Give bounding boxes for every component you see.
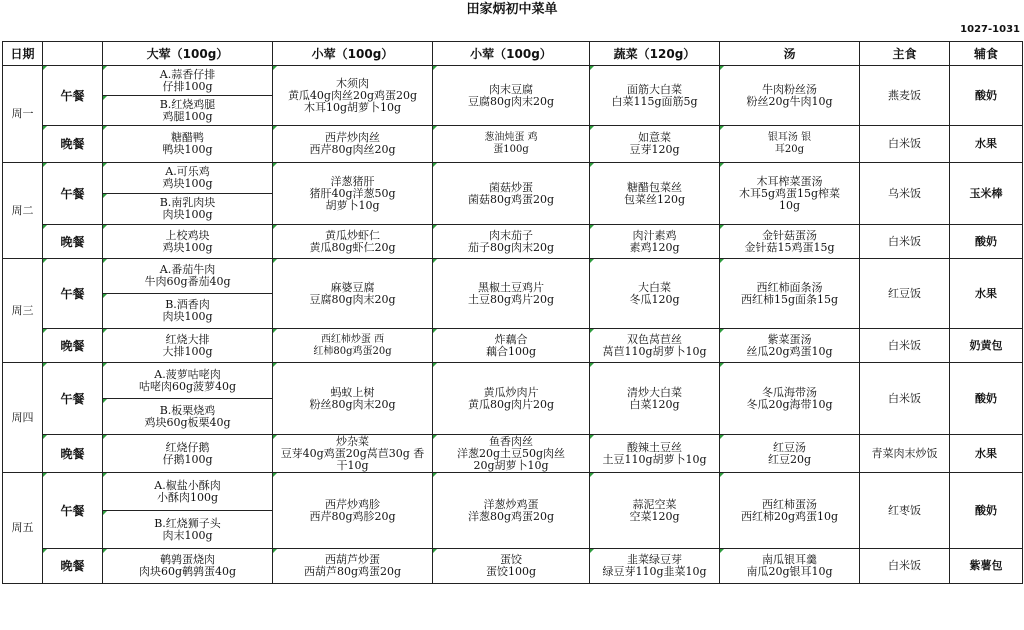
header-main-meat: 大荤（100g） — [103, 42, 273, 66]
main-meat — [103, 549, 273, 584]
vegetable-line: 韭菜绿豆芽 — [627, 553, 682, 566]
main-option-a-line: 鸡块100g — [162, 177, 213, 190]
soup — [720, 259, 860, 329]
vegetable-line: 如意菜 — [638, 131, 671, 144]
meal-label-lunch: 午餐 — [43, 163, 103, 225]
small-meat-1-line: 西红柿炒蛋 西 — [320, 333, 385, 345]
soup-line: 粉丝20g牛肉10g — [746, 94, 833, 108]
vegetable-line: 空菜120g — [629, 509, 680, 523]
soup-line: 金针菇蛋汤 — [762, 228, 817, 242]
small-meat-2 — [433, 66, 590, 126]
vegetable — [590, 363, 720, 435]
small-meat-1 — [273, 163, 433, 225]
lunch-row — [3, 473, 1023, 511]
meal-label-lunch: 午餐 — [43, 473, 103, 549]
day-label: 周二 — [3, 163, 43, 259]
dinner-row — [3, 126, 1023, 163]
small-meat-2-line: 黄瓜炒肉片 — [483, 385, 539, 399]
main-option-a-line: A.椒盐小酥肉 — [154, 478, 221, 492]
main-option-b-line: 肉末100g — [162, 528, 213, 542]
small-meat-2-line: 黄瓜80g肉片20g — [467, 397, 555, 411]
main-meat-line: 鸡块100g — [162, 240, 213, 254]
small-meat-2-line: 茄子80g肉末20g — [467, 240, 555, 254]
main-option-b-line: B.红烧鸡腿 — [159, 97, 216, 111]
main-option-a — [103, 163, 273, 194]
main-option-b-line: B.酒香肉 — [165, 298, 210, 311]
main-option-b — [103, 96, 273, 126]
meal-label-lunch: 午餐 — [43, 66, 103, 126]
vegetable-line: 双色莴苣丝 — [627, 332, 682, 346]
side-dish: 紫薯包 — [950, 549, 1023, 584]
main-option-b-line: 肉块100g — [162, 208, 213, 221]
staple: 白米饭 — [860, 363, 950, 435]
main-option-a — [103, 473, 273, 511]
vegetable-line: 土豆110g胡萝卜10g — [602, 452, 707, 466]
vegetable-line: 豆芽120g — [629, 143, 680, 156]
small-meat-1 — [273, 126, 433, 163]
main-option-b — [103, 511, 273, 549]
vegetable-line: 白菜115g面筋5g — [611, 94, 698, 108]
vegetable — [590, 126, 720, 163]
small-meat-2-line: 20g胡萝卜10g — [473, 458, 549, 472]
soup — [720, 435, 860, 473]
main-meat-line: 仔鹅100g — [162, 452, 213, 466]
small-meat-1-line: 豆腐80g肉末20g — [309, 292, 396, 306]
main-option-a — [103, 66, 273, 96]
header-soup: 汤 — [720, 42, 860, 66]
day-label: 周五 — [3, 473, 43, 584]
day-label: 周三 — [3, 259, 43, 363]
main-option-b-line: 肉块100g — [162, 310, 213, 323]
small-meat-1-line: 蚂蚁上树 — [330, 385, 375, 399]
main-option-a-line: 咕咾肉60g菠萝40g — [138, 379, 237, 393]
vegetable — [590, 473, 720, 549]
main-meat-line: 鸭块100g — [162, 143, 213, 156]
vegetable — [590, 329, 720, 363]
small-meat-1-line: 西芹80g肉丝20g — [309, 143, 396, 156]
main-option-b-line: 鸡块60g板栗40g — [144, 415, 231, 429]
small-meat-2-line: 豆腐80g肉末20g — [467, 94, 555, 108]
main-option-b-line: B.红烧狮子头 — [154, 516, 221, 530]
staple: 白米饭 — [860, 549, 950, 584]
staple: 乌米饭 — [860, 163, 950, 225]
main-option-b-line: B.板栗烧鸡 — [159, 403, 216, 417]
soup-line: 南瓜20g银耳10g — [746, 565, 833, 578]
soup — [720, 163, 860, 225]
soup-line: 木耳5g鸡蛋15g榨菜 — [738, 186, 841, 200]
menu-table — [2, 41, 1023, 584]
small-meat-2-line: 炸藕合 — [494, 332, 528, 346]
side-dish: 酸奶 — [950, 363, 1023, 435]
main-meat-line: 鹌鹑蛋烧肉 — [160, 553, 215, 566]
vegetable-line: 冬瓜120g — [629, 292, 680, 306]
small-meat-2-line: 洋葱炒鸡蛋 — [483, 497, 539, 511]
soup — [720, 329, 860, 363]
small-meat-2-line: 洋葱20g土豆50g肉丝 — [456, 446, 566, 460]
lunch-row — [3, 163, 1023, 194]
staple: 白米饭 — [860, 126, 950, 163]
vegetable-line: 面筋大白菜 — [627, 82, 682, 96]
small-meat-2-line: 蛋饺100g — [485, 565, 537, 578]
meal-label-dinner: 晚餐 — [43, 329, 103, 363]
soup — [720, 66, 860, 126]
small-meat-2-line: 土豆80g鸡片20g — [467, 292, 555, 306]
header-vegetable: 蔬菜（120g） — [590, 42, 720, 66]
main-meat-line: 红烧仔鹅 — [165, 440, 210, 454]
main-meat-line: 红烧大排 — [165, 332, 210, 346]
main-option-a-line: A.可乐鸡 — [165, 165, 210, 178]
soup-line: 牛肉粉丝汤 — [762, 82, 817, 96]
vegetable-line: 莴苣110g胡萝卜10g — [602, 344, 707, 358]
main-option-b-line: 鸡腿100g — [162, 109, 213, 123]
soup-line: 西红柿20g鸡蛋10g — [740, 509, 839, 523]
dinner-row — [3, 329, 1023, 363]
header-side: 辅食 — [950, 42, 1023, 66]
side-dish: 水果 — [950, 259, 1023, 329]
meal-label-dinner: 晚餐 — [43, 549, 103, 584]
day-label: 周四 — [3, 363, 43, 473]
vegetable — [590, 435, 720, 473]
small-meat-1-line: 黄瓜80g虾仁20g — [309, 240, 396, 254]
small-meat-2 — [433, 329, 590, 363]
soup-line: 西红柿15g面条15g — [740, 292, 839, 306]
small-meat-1 — [273, 363, 433, 435]
small-meat-1 — [273, 549, 433, 584]
small-meat-2 — [433, 163, 590, 225]
small-meat-1-line: 炒杂菜 — [336, 434, 369, 448]
small-meat-1-line: 粉丝80g肉末20g — [309, 397, 396, 411]
main-meat — [103, 225, 273, 259]
small-meat-1-line: 西葫芦80g鸡蛋20g — [303, 565, 402, 578]
small-meat-2-line: 菌菇80g鸡蛋20g — [467, 192, 555, 206]
small-meat-2-line: 蛋饺 — [500, 553, 522, 566]
vegetable — [590, 66, 720, 126]
soup-line: 红豆20g — [767, 452, 812, 466]
main-option-b — [103, 294, 273, 329]
small-meat-1-line: 胡萝卜10g — [325, 198, 380, 212]
lunch-row — [3, 363, 1023, 399]
lunch-row — [3, 259, 1023, 294]
small-meat-1 — [273, 473, 433, 549]
main-option-a-line: 仔排100g — [162, 79, 213, 93]
vegetable-line: 酸辣土豆丝 — [627, 440, 682, 454]
staple: 白米饭 — [860, 225, 950, 259]
vegetable-line: 白菜120g — [629, 397, 680, 411]
soup — [720, 225, 860, 259]
small-meat-2-line: 菌菇炒蛋 — [489, 180, 533, 194]
header-small-meat-2: 小荤（100g） — [433, 42, 590, 66]
small-meat-1-line: 木耳10g胡萝卜10g — [303, 100, 402, 114]
small-meat-2 — [433, 435, 590, 473]
small-meat-2 — [433, 363, 590, 435]
soup-line: 冬瓜海带汤 — [762, 385, 817, 399]
main-option-a-line: A.番茄牛肉 — [159, 263, 216, 276]
header-date: 日期 — [3, 42, 43, 66]
date-range: 1027-1031 — [960, 24, 1020, 35]
soup-line: 10g — [778, 198, 801, 212]
soup — [720, 363, 860, 435]
main-option-a-line: A.蒜香仔排 — [159, 67, 216, 81]
soup-line: 耳20g — [774, 144, 805, 155]
meal-label-dinner: 晚餐 — [43, 435, 103, 473]
small-meat-1-line: 洋葱猪肝 — [330, 174, 375, 188]
main-option-a — [103, 363, 273, 399]
small-meat-2-line: 鱼香肉丝 — [489, 434, 533, 448]
vegetable-line: 大白菜 — [638, 280, 671, 294]
meal-label-dinner: 晚餐 — [43, 126, 103, 163]
small-meat-1-line: 红柿80g鸡蛋20g — [313, 345, 392, 357]
dinner-row — [3, 225, 1023, 259]
header-meal — [43, 42, 103, 66]
lunch-row — [3, 66, 1023, 96]
main-option-a-line: A.菠萝咕咾肉 — [154, 367, 221, 381]
soup-line: 紫菜蛋汤 — [767, 332, 812, 346]
side-dish: 玉米棒 — [950, 163, 1023, 225]
vegetable-line: 绿豆芽110g韭菜10g — [602, 565, 707, 578]
vegetable — [590, 163, 720, 225]
vegetable — [590, 259, 720, 329]
dinner-row — [3, 549, 1023, 584]
small-meat-1 — [273, 66, 433, 126]
meal-label-lunch: 午餐 — [43, 259, 103, 329]
small-meat-1 — [273, 435, 433, 473]
soup — [720, 549, 860, 584]
soup-line: 南瓜银耳羹 — [762, 553, 817, 566]
side-dish: 奶黄包 — [950, 329, 1023, 363]
vegetable-line: 蒜泥空菜 — [632, 497, 677, 511]
main-meat-line: 糖醋鸭 — [171, 131, 204, 144]
main-option-a-line: 牛肉60g番茄40g — [144, 275, 231, 288]
soup-line: 西红柿面条汤 — [756, 280, 823, 294]
staple: 燕麦饭 — [860, 66, 950, 126]
small-meat-1-line: 西葫芦炒蛋 — [325, 553, 380, 566]
vegetable-line: 素鸡120g — [629, 240, 680, 254]
small-meat-1-line: 西芹80g鸡胗20g — [309, 509, 396, 523]
header-small-meat-1: 小荤（100g） — [273, 42, 433, 66]
side-dish: 水果 — [950, 126, 1023, 163]
small-meat-1-line: 豆芽40g鸡蛋20g莴苣30g 香 — [280, 446, 425, 460]
small-meat-1-line: 干10g — [336, 458, 369, 472]
meal-label-dinner: 晚餐 — [43, 225, 103, 259]
side-dish: 酸奶 — [950, 225, 1023, 259]
small-meat-1-line: 黄瓜炒虾仁 — [325, 228, 380, 242]
small-meat-2 — [433, 259, 590, 329]
small-meat-2-line: 肉末茄子 — [489, 228, 533, 242]
day-label: 周一 — [3, 66, 43, 163]
side-dish: 水果 — [950, 435, 1023, 473]
vegetable-line: 包菜丝120g — [623, 192, 686, 206]
soup-line: 木耳榨菜蛋汤 — [756, 174, 823, 188]
small-meat-1 — [273, 225, 433, 259]
small-meat-2 — [433, 225, 590, 259]
staple: 红枣饭 — [860, 473, 950, 549]
small-meat-2 — [433, 473, 590, 549]
vegetable — [590, 549, 720, 584]
main-meat-line: 大排100g — [162, 344, 213, 358]
main-option-a-line: 小酥肉100g — [156, 490, 219, 504]
main-option-b — [103, 194, 273, 225]
soup-line: 金针菇15鸡蛋15g — [744, 240, 835, 254]
header-staple: 主食 — [860, 42, 950, 66]
soup — [720, 126, 860, 163]
meal-label-lunch: 午餐 — [43, 363, 103, 435]
vegetable-line: 肉汁素鸡 — [632, 228, 677, 242]
dinner-row — [3, 435, 1023, 473]
main-option-b-line: B.南乳肉块 — [159, 196, 216, 209]
small-meat-2-line: 蛋100g — [493, 144, 529, 155]
staple: 青菜肉末炒饭 — [860, 435, 950, 473]
main-meat-line: 上校鸡块 — [165, 228, 210, 242]
small-meat-2-line: 肉末豆腐 — [489, 82, 533, 96]
soup-line: 丝瓜20g鸡蛋10g — [746, 344, 833, 358]
soup — [720, 473, 860, 549]
main-meat — [103, 329, 273, 363]
small-meat-1-line: 木须肉 — [336, 76, 369, 90]
small-meat-1 — [273, 329, 433, 363]
side-dish: 酸奶 — [950, 473, 1023, 549]
staple: 红豆饭 — [860, 259, 950, 329]
vegetable — [590, 225, 720, 259]
small-meat-1-line: 猪肝40g洋葱50g — [309, 186, 396, 200]
small-meat-2-line: 葱油炖蛋 鸡 — [484, 132, 538, 143]
main-option-a — [103, 259, 273, 294]
main-meat — [103, 435, 273, 473]
soup-line: 银耳汤 银 — [767, 132, 812, 143]
small-meat-2 — [433, 549, 590, 584]
small-meat-2-line: 黑椒土豆鸡片 — [478, 280, 544, 294]
small-meat-1-line: 西芹炒肉丝 — [325, 131, 380, 144]
small-meat-2-line: 藕合100g — [485, 344, 537, 358]
small-meat-1 — [273, 259, 433, 329]
small-meat-1-line: 麻婆豆腐 — [330, 280, 375, 294]
staple: 白米饭 — [860, 329, 950, 363]
main-meat-line: 肉块60g鹌鹑蛋40g — [138, 565, 237, 578]
small-meat-2-line: 洋葱80g鸡蛋20g — [467, 509, 555, 523]
menu-title: 田家炳初中菜单 — [466, 2, 558, 17]
small-meat-1-line: 西芹炒鸡胗 — [325, 497, 380, 511]
soup-line: 红豆汤 — [773, 440, 806, 454]
soup-line: 冬瓜20g海带10g — [746, 397, 833, 411]
main-meat — [103, 126, 273, 163]
header-row — [3, 42, 1023, 66]
side-dish: 酸奶 — [950, 66, 1023, 126]
vegetable-line: 糖醋包菜丝 — [627, 180, 682, 194]
vegetable-line: 清炒大白菜 — [627, 385, 682, 399]
main-option-b — [103, 399, 273, 435]
small-meat-1-line: 黄瓜40g肉丝20g鸡蛋20g — [287, 88, 418, 102]
soup-line: 西红柿蛋汤 — [762, 497, 817, 511]
small-meat-2 — [433, 126, 590, 163]
